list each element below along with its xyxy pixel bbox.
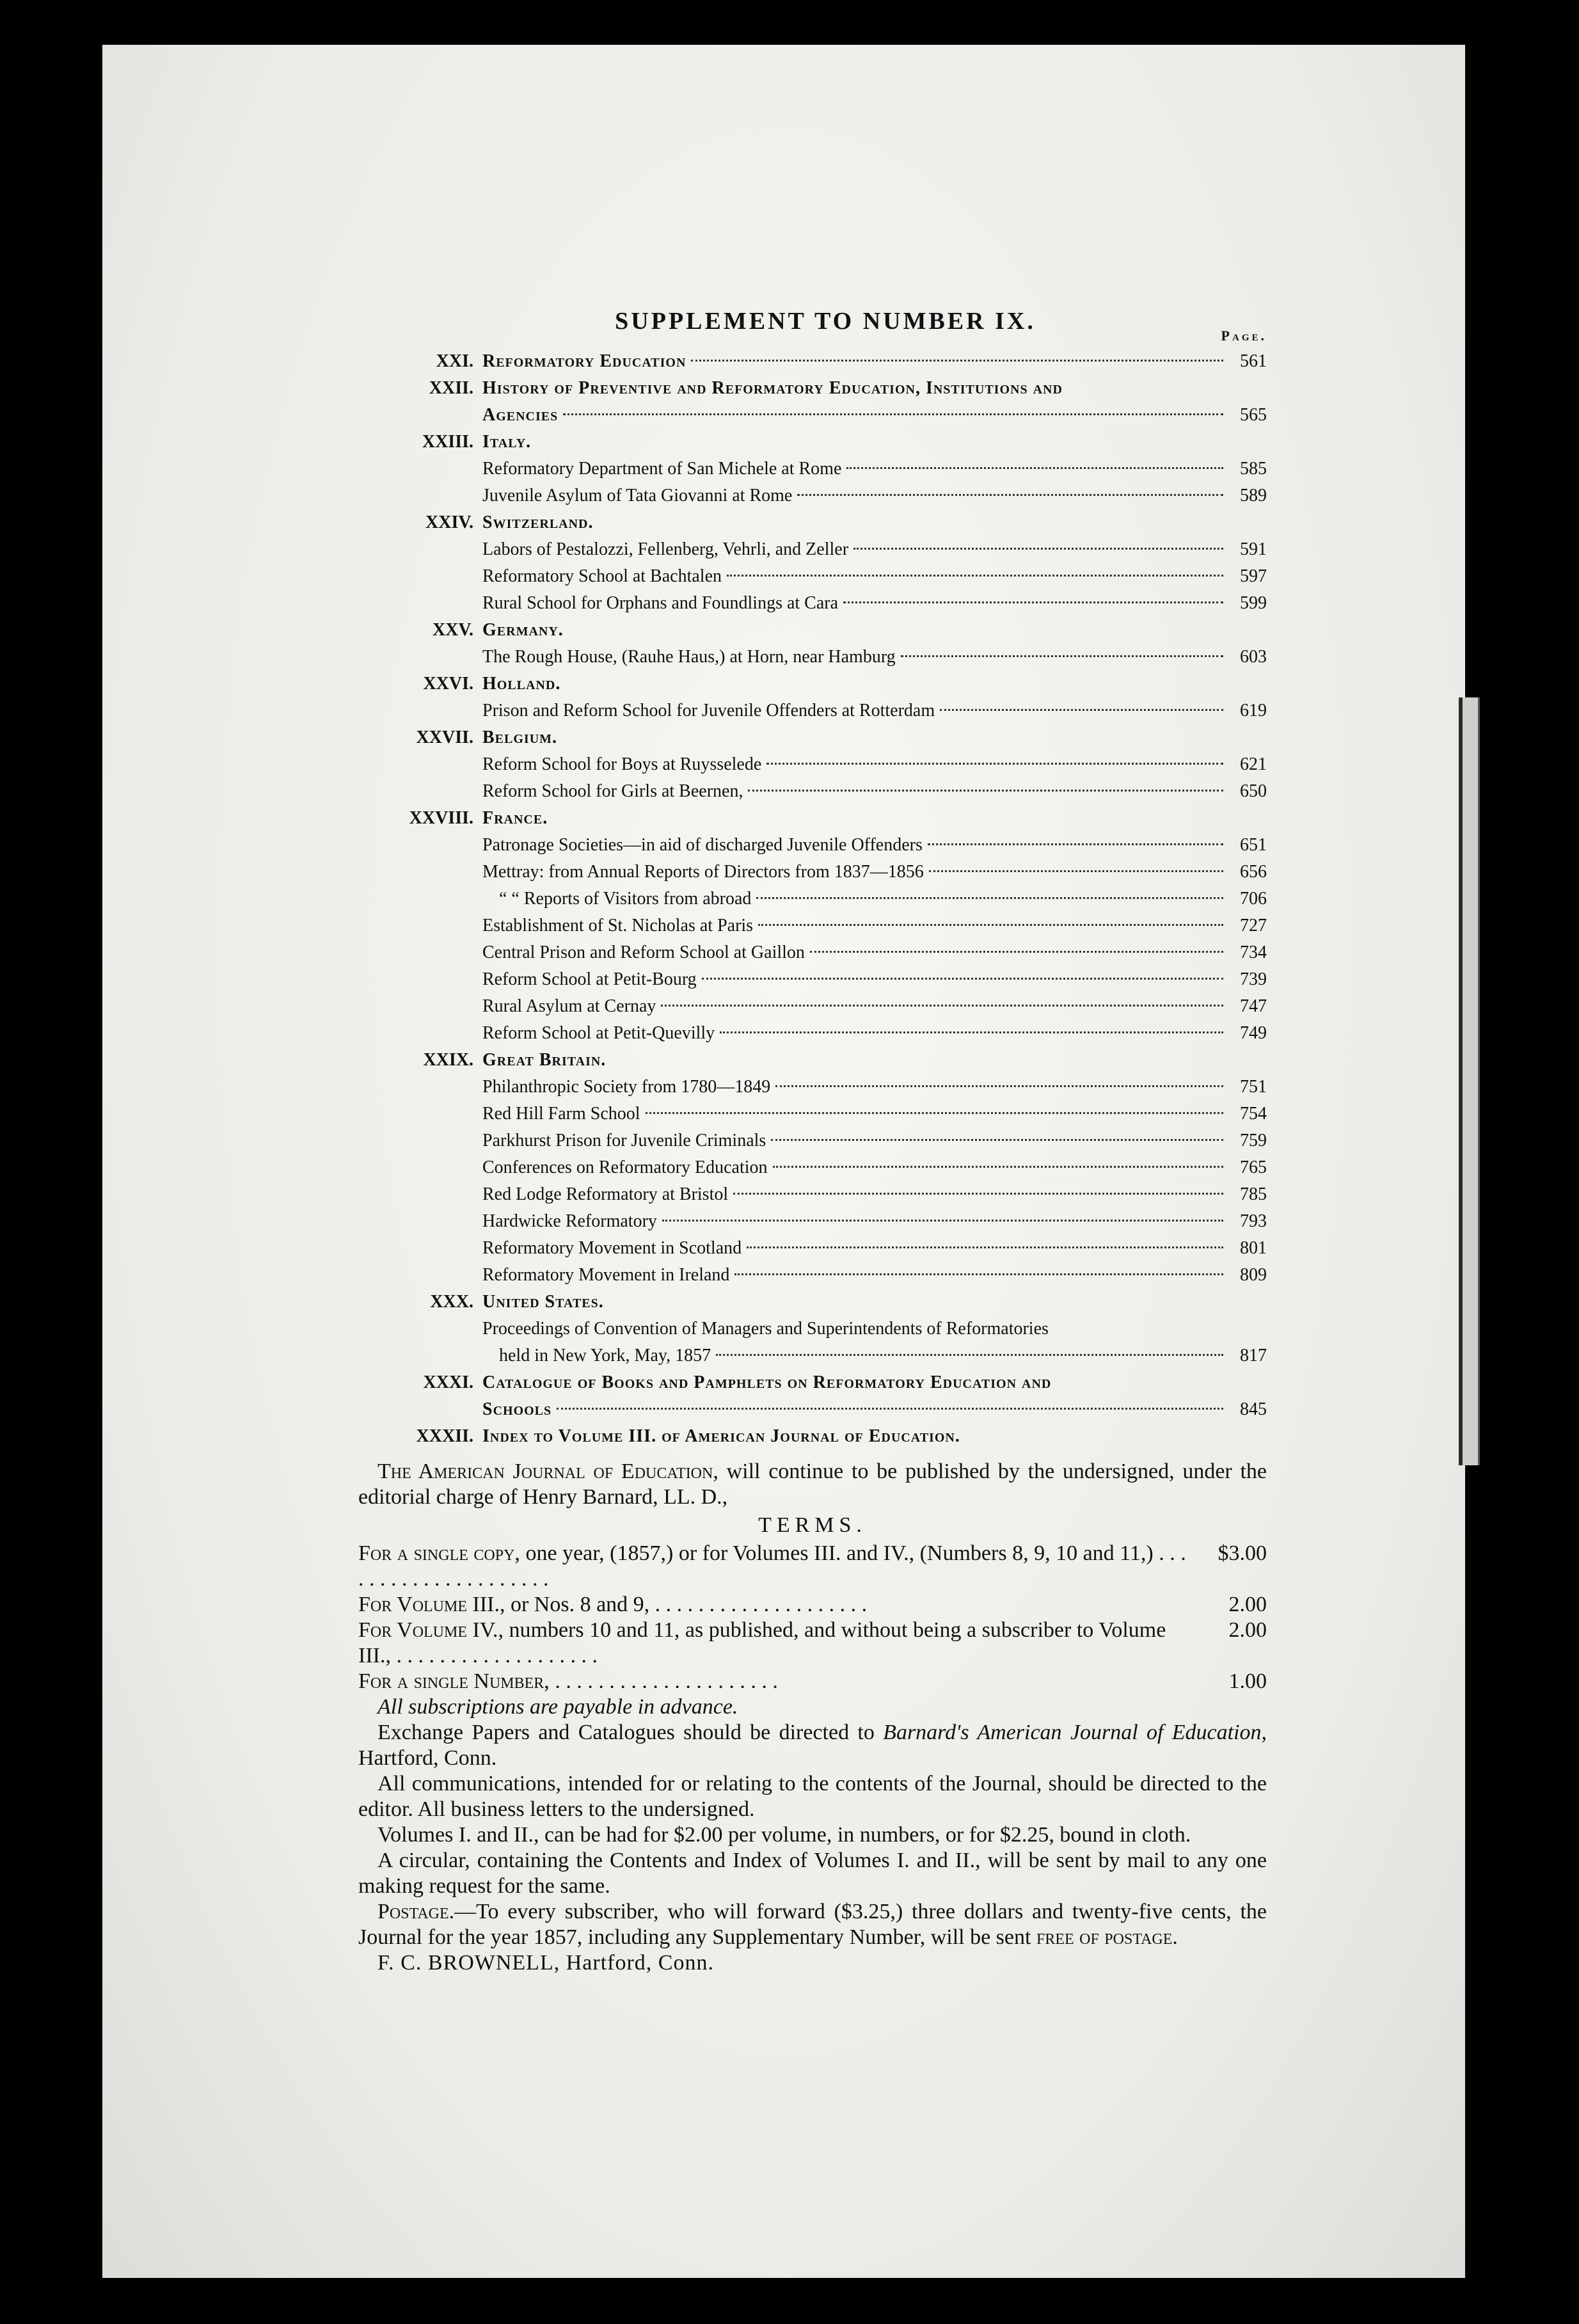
section-number: XXX. (430, 1292, 473, 1312)
toc-entry (384, 644, 1267, 671)
page-number: 599 (1240, 593, 1267, 613)
leader-dots (557, 1408, 1223, 1410)
heading-text: SUPPLEMENT TO NUMBER IX. (615, 308, 1036, 335)
page-number: 650 (1240, 781, 1267, 801)
page-number: 603 (1240, 647, 1267, 667)
page-number: 809 (1240, 1265, 1267, 1285)
price-row (358, 1541, 1267, 1592)
page-number: 589 (1240, 486, 1267, 505)
toc-entry (384, 590, 1267, 617)
page-content (358, 307, 1267, 1976)
entry-label: Reformatory Movement in Scotland (482, 1238, 742, 1258)
page-number: 785 (1240, 1184, 1267, 1204)
entry-label: Hardwicke Reformatory (482, 1211, 657, 1231)
toc-entry (384, 1208, 1267, 1235)
entry-label: Parkhurst Prison for Juvenile Criminals (482, 1131, 766, 1150)
entry-label: The Rough House, (Rauhe Haus,) at Horn, near Hamburg (482, 647, 896, 667)
toc-section (384, 429, 1267, 456)
page-column-label: Page. (1221, 328, 1267, 344)
toc-entry (384, 1154, 1267, 1181)
price-label: For Volume IV., (358, 1618, 504, 1642)
price-list (358, 1541, 1267, 1694)
page-number: 621 (1240, 754, 1267, 774)
section-number: XXXII. (416, 1426, 473, 1446)
toc-entry (384, 912, 1267, 939)
toc-section (384, 1047, 1267, 1074)
price-text: one year, (1857,) or for Volumes III. and IV., (Numbers 8, 9, 10 and 11,) . . . . . . . . . . . . . . . . . . . . . (358, 1541, 1186, 1591)
terms-section (358, 1459, 1267, 1976)
leader-dots (720, 1031, 1223, 1033)
leader-dots (843, 601, 1223, 603)
section-number: XXI. (436, 351, 473, 371)
leader-dots (771, 1139, 1223, 1141)
toc-entry (384, 886, 1267, 912)
toc-entry (384, 456, 1267, 482)
entry-label: Central Prison and Reform School at Gaillon (482, 943, 805, 962)
toc-entry (384, 1235, 1267, 1262)
price-label: For a single copy, (358, 1541, 520, 1565)
price-text: numbers 10 and 11, as published, and without being a subscriber to Volume III., . . . . . . . . . . . . . . . . . . . (358, 1618, 1166, 1667)
price-description (358, 1541, 1196, 1592)
toc-section (384, 509, 1267, 536)
section-number: XXVIII. (409, 808, 473, 828)
leader-dots (766, 763, 1223, 765)
leader-dots (758, 924, 1223, 926)
section-title: Holland. (482, 674, 561, 694)
leader-dots (928, 843, 1223, 845)
entry-label: Mettray: from Annual Reports of Directors from 1837—1856 (482, 862, 924, 882)
section-title-continued: Agencies (482, 405, 559, 425)
leader-dots (940, 709, 1223, 711)
toc-entry (384, 993, 1267, 1020)
section-title: Reformatory Education (482, 351, 686, 371)
price-value: $3.00 (1218, 1541, 1267, 1565)
price-row (358, 1618, 1267, 1669)
journal-name: The American Journal of Education, (377, 1460, 718, 1483)
price-label: For Volume III., (358, 1593, 505, 1616)
entry-label: Rural School for Orphans and Foundlings at Cara (482, 593, 839, 613)
toc-section (384, 348, 1267, 375)
entry-label: “ “ Reports of Visitors from abroad (499, 889, 752, 909)
leader-dots (563, 413, 1223, 415)
section-number: XXIX. (423, 1050, 473, 1070)
entry-label: Rural Asylum at Cernay (482, 996, 656, 1016)
leader-dots (901, 655, 1223, 657)
circular-paragraph: A circular, containing the Contents and Index of Volumes I. and II., will be sent by mail to any one making request for the same. (358, 1849, 1267, 1898)
section-title: History of Preventive and Reformatory Education, Institutions and (482, 378, 1063, 398)
terms-heading: TERMS. (758, 1513, 867, 1537)
entry-label: Juvenile Asylum of Tata Giovanni at Rome (482, 486, 793, 505)
volumes-paragraph: Volumes I. and II., can be had for $2.00 per volume, in numbers, or for $2.25, bound in cloth. (377, 1823, 1191, 1847)
entry-label: Reform School at Petit-Bourg (482, 969, 697, 989)
entry-label: Patronage Societies—in aid of discharged Juvenile Offenders (482, 835, 923, 855)
section-number: XXIV. (425, 513, 473, 532)
price-value: 2.00 (1228, 1593, 1267, 1616)
toc-section (384, 1289, 1267, 1316)
intro-text: will continue to be published by the undersigned, under the editorial charge of Henry Barnard, LL. D., (358, 1460, 1267, 1509)
communications-paragraph: All communications, intended for or relating to the contents of the Journal, should be directed to the editor. All business letters to the undersigned. (358, 1772, 1267, 1821)
toc-entry (384, 1020, 1267, 1047)
leader-dots (716, 1354, 1223, 1356)
section-title-continued: Schools (482, 1399, 552, 1419)
page-number: 817 (1240, 1346, 1267, 1365)
entry-label: Philanthropic Society from 1780—1849 (482, 1077, 771, 1097)
page-number: 759 (1240, 1131, 1267, 1150)
leader-dots (691, 360, 1223, 362)
toc-entry (384, 939, 1267, 966)
page-number: 651 (1240, 835, 1267, 855)
leader-dots (846, 467, 1223, 469)
toc-section (384, 724, 1267, 751)
toc-entry (384, 859, 1267, 886)
price-description (358, 1669, 1196, 1694)
page-number: 591 (1240, 539, 1267, 559)
leader-dots (853, 548, 1223, 550)
toc-section (384, 805, 1267, 832)
leader-dots (756, 897, 1223, 899)
entry-label-continued: held in New York, May, 1857 (499, 1346, 711, 1365)
toc-section (384, 1423, 1267, 1450)
section-title: France. (482, 808, 548, 828)
page-number: 845 (1240, 1399, 1267, 1419)
toc-section (384, 617, 1267, 644)
toc-entry (384, 966, 1267, 993)
toc-entry (384, 751, 1267, 778)
price-description (358, 1618, 1196, 1669)
toc-entry (384, 778, 1267, 805)
entry-label: Reformatory Department of San Michele at Rome (482, 459, 842, 479)
toc-entry (384, 563, 1267, 590)
section-number: XXXI. (423, 1373, 473, 1392)
leader-dots (797, 494, 1223, 496)
entry-label: Labors of Pestalozzi, Fellenberg, Vehrli, and Zeller (482, 539, 849, 559)
entry-label: Prison and Reform School for Juvenile Offenders at Rotterdam (482, 701, 935, 720)
leader-dots (775, 1085, 1223, 1087)
section-number: XXIII. (422, 432, 473, 452)
entry-label: Red Lodge Reformatory at Bristol (482, 1184, 729, 1204)
price-text: or Nos. 8 and 9, . . . . . . . . . . . . . . . . . . . . (505, 1593, 868, 1616)
price-description (358, 1592, 1196, 1618)
toc-entry (384, 1074, 1267, 1101)
page-number: 801 (1240, 1238, 1267, 1258)
toc-entry (384, 1316, 1267, 1342)
price-value: 1.00 (1228, 1669, 1267, 1693)
page-number: 619 (1240, 701, 1267, 720)
entry-label: Reform School for Boys at Ruysselede (482, 754, 762, 774)
toc-entry (384, 832, 1267, 859)
page-number: 765 (1240, 1158, 1267, 1177)
exchange-paragraph: Exchange Papers and Catalogues should be directed to Barnard's American Journal of Education, Hartford, Conn. (358, 1721, 1267, 1770)
page-number: 739 (1240, 969, 1267, 989)
page-number: 754 (1240, 1104, 1267, 1124)
entry-label: Proceedings of Convention of Managers and Superintendents of Reformatories (482, 1319, 1049, 1339)
page-number: 656 (1240, 862, 1267, 882)
entry-label: Establishment of St. Nicholas at Paris (482, 916, 754, 935)
leader-dots (734, 1273, 1223, 1275)
page-number: 751 (1240, 1077, 1267, 1097)
toc-entry (384, 1262, 1267, 1289)
toc-entry (384, 1181, 1267, 1208)
entry-label: Reform School at Petit-Quevilly (482, 1023, 715, 1043)
advance-note: All subscriptions are payable in advance. (377, 1695, 738, 1719)
leader-dots (727, 575, 1223, 577)
toc-section (384, 1369, 1267, 1396)
page-number: 597 (1240, 566, 1267, 586)
leader-dots (810, 951, 1223, 953)
page-number: 727 (1240, 916, 1267, 935)
toc-entry (384, 536, 1267, 563)
section-title: Great Britain. (482, 1050, 607, 1070)
toc-section-continued (384, 1396, 1267, 1423)
toc-entry (384, 1101, 1267, 1127)
leader-dots (646, 1112, 1223, 1114)
leader-dots (748, 790, 1223, 792)
page-heading (384, 307, 1267, 344)
section-number: XXV. (432, 620, 473, 640)
section-title: Italy. (482, 432, 532, 452)
binding-thread (1459, 697, 1480, 1465)
toc-section (384, 671, 1267, 697)
publisher-line: F. C. BROWNELL, Hartford, Conn. (377, 1951, 714, 1975)
section-number: XXII. (429, 378, 473, 398)
section-number: XXVII. (416, 728, 473, 747)
entry-label: Red Hill Farm School (482, 1104, 640, 1124)
toc-entry-continued (384, 1342, 1267, 1369)
toc-entry (384, 697, 1267, 724)
entry-label: Conferences on Reformatory Education (482, 1158, 768, 1177)
page-number: 749 (1240, 1023, 1267, 1043)
intro-paragraph (358, 1459, 1267, 1510)
leader-dots (773, 1166, 1223, 1168)
toc-entry (384, 1127, 1267, 1154)
price-row (358, 1592, 1267, 1618)
section-title: Index to Volume III. of American Journal of Education. (482, 1426, 960, 1446)
page-number: 793 (1240, 1211, 1267, 1231)
toc-section-continued (384, 402, 1267, 429)
leader-dots (662, 1220, 1223, 1222)
section-number: XXVI. (423, 674, 473, 694)
entry-label: Reform School for Girls at Beernen, (482, 781, 743, 801)
toc-entry (384, 482, 1267, 509)
page-number: 565 (1240, 405, 1267, 425)
entry-label: Reformatory Movement in Ireland (482, 1265, 730, 1285)
postage-paragraph: Postage.—To every subscriber, who will forward ($3.25,) three dollars and twenty-five cents, the Journal for the year 1857, including any Supplementary Number, will be sent free of postage. (358, 1900, 1267, 1949)
leader-dots (747, 1246, 1223, 1248)
table-of-contents (384, 348, 1267, 1450)
page-number: 561 (1240, 351, 1267, 371)
page-number: 747 (1240, 996, 1267, 1016)
toc-section (384, 375, 1267, 402)
section-title: United States. (482, 1292, 604, 1312)
price-value: 2.00 (1228, 1618, 1267, 1642)
page-number: 585 (1240, 459, 1267, 479)
section-title: Switzerland. (482, 513, 594, 532)
leader-dots (661, 1005, 1223, 1007)
price-label: For a single Number, (358, 1669, 550, 1693)
price-row (358, 1669, 1267, 1694)
price-text: . . . . . . . . . . . . . . . . . . . . . (549, 1669, 778, 1693)
section-title: Germany. (482, 620, 564, 640)
page-number: 734 (1240, 943, 1267, 962)
section-title: Belgium. (482, 728, 558, 747)
entry-label: Reformatory School at Bachtalen (482, 566, 722, 586)
section-title: Catalogue of Books and Pamphlets on Reformatory Education and (482, 1373, 1052, 1392)
page-number: 706 (1240, 889, 1267, 909)
leader-dots (702, 978, 1223, 980)
leader-dots (929, 870, 1223, 872)
leader-dots (733, 1193, 1223, 1195)
